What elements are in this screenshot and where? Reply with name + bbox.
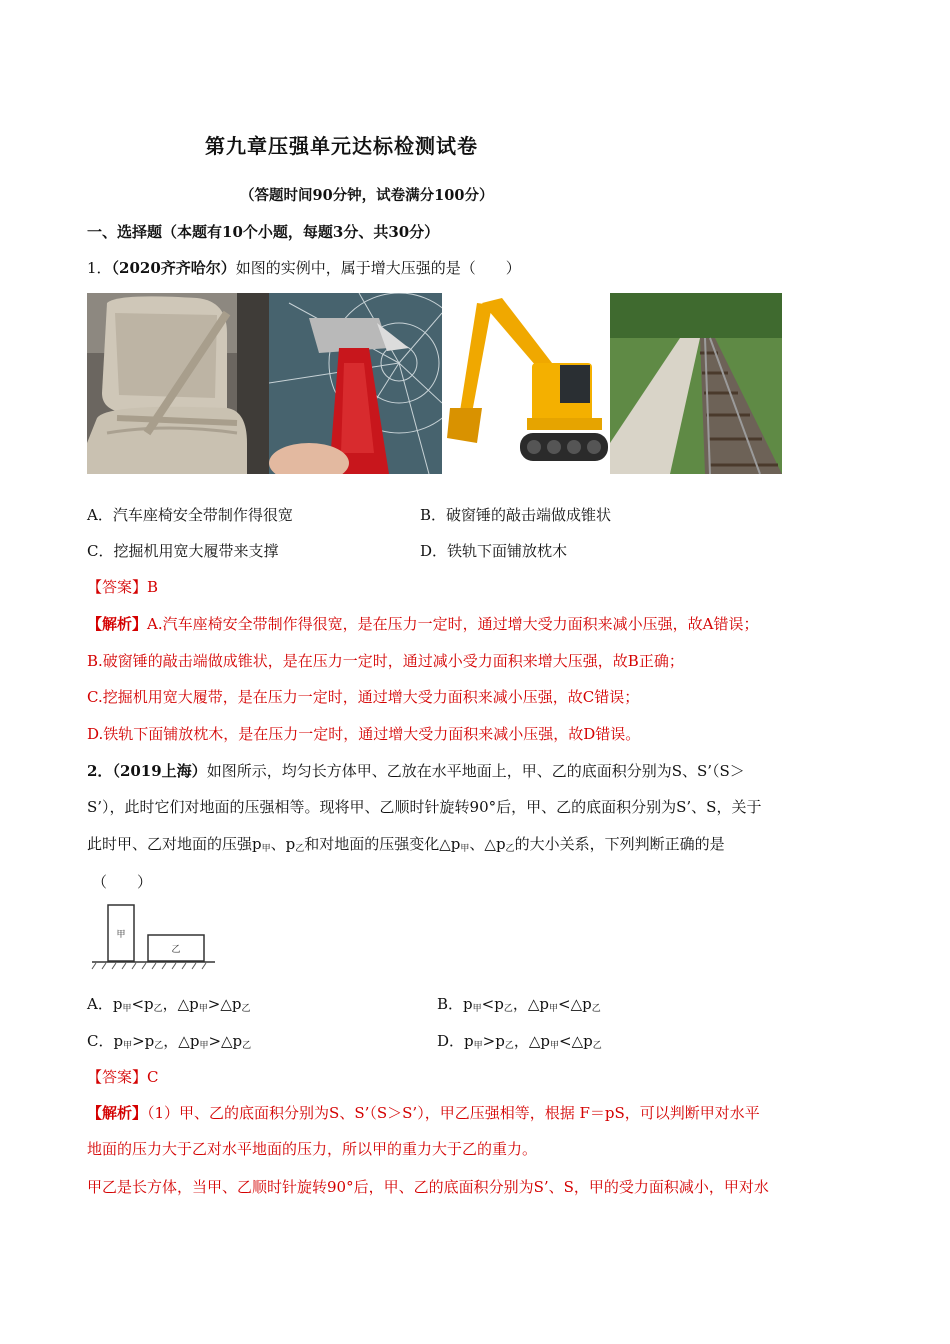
q1-analysis-line: B.破窗锤的敲击端做成锥状，是在压力一定时，通过减小受力面积来增大压强，故B正确； [87,652,684,670]
question-number: 1． [87,259,112,277]
analysis-text: （1）甲、乙的底面积分别为S、S’（S＞S’），甲乙压强相等，根据 F＝pS，可以判断甲对水平 [147,1104,760,1122]
subscript: 甲 [198,1004,208,1014]
subscript: 乙 [592,1041,602,1051]
railway-photo [610,293,782,474]
subscript: 乙 [241,1004,251,1014]
subscript: 乙 [154,1041,164,1051]
analysis-label: 【解析】 [87,1104,148,1122]
q2-option-d [437,1031,602,1056]
question-text: 如图的实例中，属于增大压强的是（ ） [235,259,521,277]
subscript: 甲 [472,1004,482,1014]
text-segment: <△p [559,1032,593,1050]
text-segment: 和对地面的压强变化△p [304,835,461,853]
text-segment: D．p [437,1032,474,1050]
text-segment: C．p [87,1032,124,1050]
text-segment: >p [132,1032,155,1050]
question-2-text [87,834,725,859]
question-2-text: S’），此时它们对地面的压强相等。现将甲、乙顺时针旋转90°后，甲、乙的底面积分别为S’、S，关于 [87,798,762,816]
text-segment: ，△p [163,1032,200,1050]
page-title: 第九章压强单元达标检测试卷 [205,134,478,158]
subscript: 乙 [504,1041,514,1051]
analysis-text: A.汽车座椅安全带制作得很宽，是在压力一定时，通过增大受力面积来减小压强，故A错误； [147,615,759,633]
analysis-label: 【解析】 [87,615,148,633]
question-source: （2019上海） [112,762,207,780]
seatbelt-photo [87,293,269,474]
text-segment: <p [481,995,504,1013]
excavator-photo [442,293,610,474]
subscript: 乙 [295,844,305,854]
subscript: 乙 [153,1004,163,1014]
text-segment: ，△p [513,1032,550,1050]
q2-option-a [87,994,251,1019]
text-segment: >p [482,1032,505,1050]
label-yi: 乙 [171,945,181,955]
text-segment: <△p [558,995,592,1013]
window-hammer-photo [269,293,442,474]
question-number: 2． [87,762,113,780]
q2-option-b [437,994,601,1019]
text-segment: <p [131,995,154,1013]
subscript: 乙 [242,1041,252,1051]
subscript: 甲 [473,1041,483,1051]
subscript: 甲 [460,844,470,854]
label-jia: 甲 [116,930,126,940]
answer-value: C [147,1068,159,1086]
q1-option-b: B．破窗锤的敲击端做成锥状 [420,506,612,524]
text-segment: ，△p [512,995,549,1013]
subscript: 乙 [505,844,515,854]
subscript: 甲 [199,1041,209,1051]
q1-answer [87,577,158,597]
text-segment: 、p [270,835,296,853]
q1-option-d: D．铁轨下面铺放枕木 [420,542,568,560]
q2-analysis-line: 地面的压力大于乙对水平地面的压力，所以甲的重力大于乙的重力。 [87,1140,538,1158]
q1-analysis-line: C.挖掘机用宽大履带，是在压力一定时，通过增大受力面积来减小压强，故C错误； [87,688,640,706]
q2-option-c [87,1031,251,1056]
subscript: 乙 [591,1004,601,1014]
subscript: 甲 [261,844,271,854]
question-text: 如图所示，均匀长方体甲、乙放在水平地面上，甲、乙的底面积分别为S、S’（S＞ [206,762,745,780]
question-source: （2020齐齐哈尔） [111,259,236,277]
subscript: 甲 [122,1004,132,1014]
subscript: 甲 [548,1004,558,1014]
exam-info: （答题时间90分钟，试卷满分100分） [240,187,494,204]
subscript: 乙 [503,1004,513,1014]
answer-blank: （ ） [92,873,153,891]
subscript: 甲 [123,1041,133,1051]
text-segment: >△p [207,995,242,1013]
text-segment: 此时甲、乙对地面的压强p [87,835,262,853]
section-heading: 一、选择题（本题有10个小题，每题3分、共30分） [87,223,440,241]
text-segment: >△p [208,1032,243,1050]
text-segment: ，△p [162,995,199,1013]
question-1-stem [87,258,521,278]
answer-value: B [147,578,159,596]
blocks-diagram [90,903,220,973]
q2-analysis-line: 甲乙是长方体，当甲、乙顺时针旋转90°后，甲、乙的底面积分别为S’、S，甲的受力面积减小，甲对水 [87,1178,769,1196]
text-segment: 的大小关系，下列判断正确的是 [514,835,725,853]
question-2-stem [87,761,745,781]
q2-analysis-line [87,1103,760,1123]
q1-option-a: A．汽车座椅安全带制作得很宽 [87,506,293,524]
text-segment: B．p [437,995,473,1013]
answer-label: 【答案】 [87,1068,148,1086]
subscript: 甲 [549,1041,559,1051]
q1-analysis-line: D.铁轨下面铺放枕木，是在压力一定时，通过增大受力面积来减小压强，故D错误。 [87,725,641,743]
q1-analysis-line [87,614,758,634]
answer-label: 【答案】 [87,578,148,596]
text-segment: A．p [87,995,123,1013]
q1-option-c: C．挖掘机用宽大履带来支撑 [87,542,279,560]
text-segment: 、△p [469,835,506,853]
q2-answer [87,1067,159,1087]
